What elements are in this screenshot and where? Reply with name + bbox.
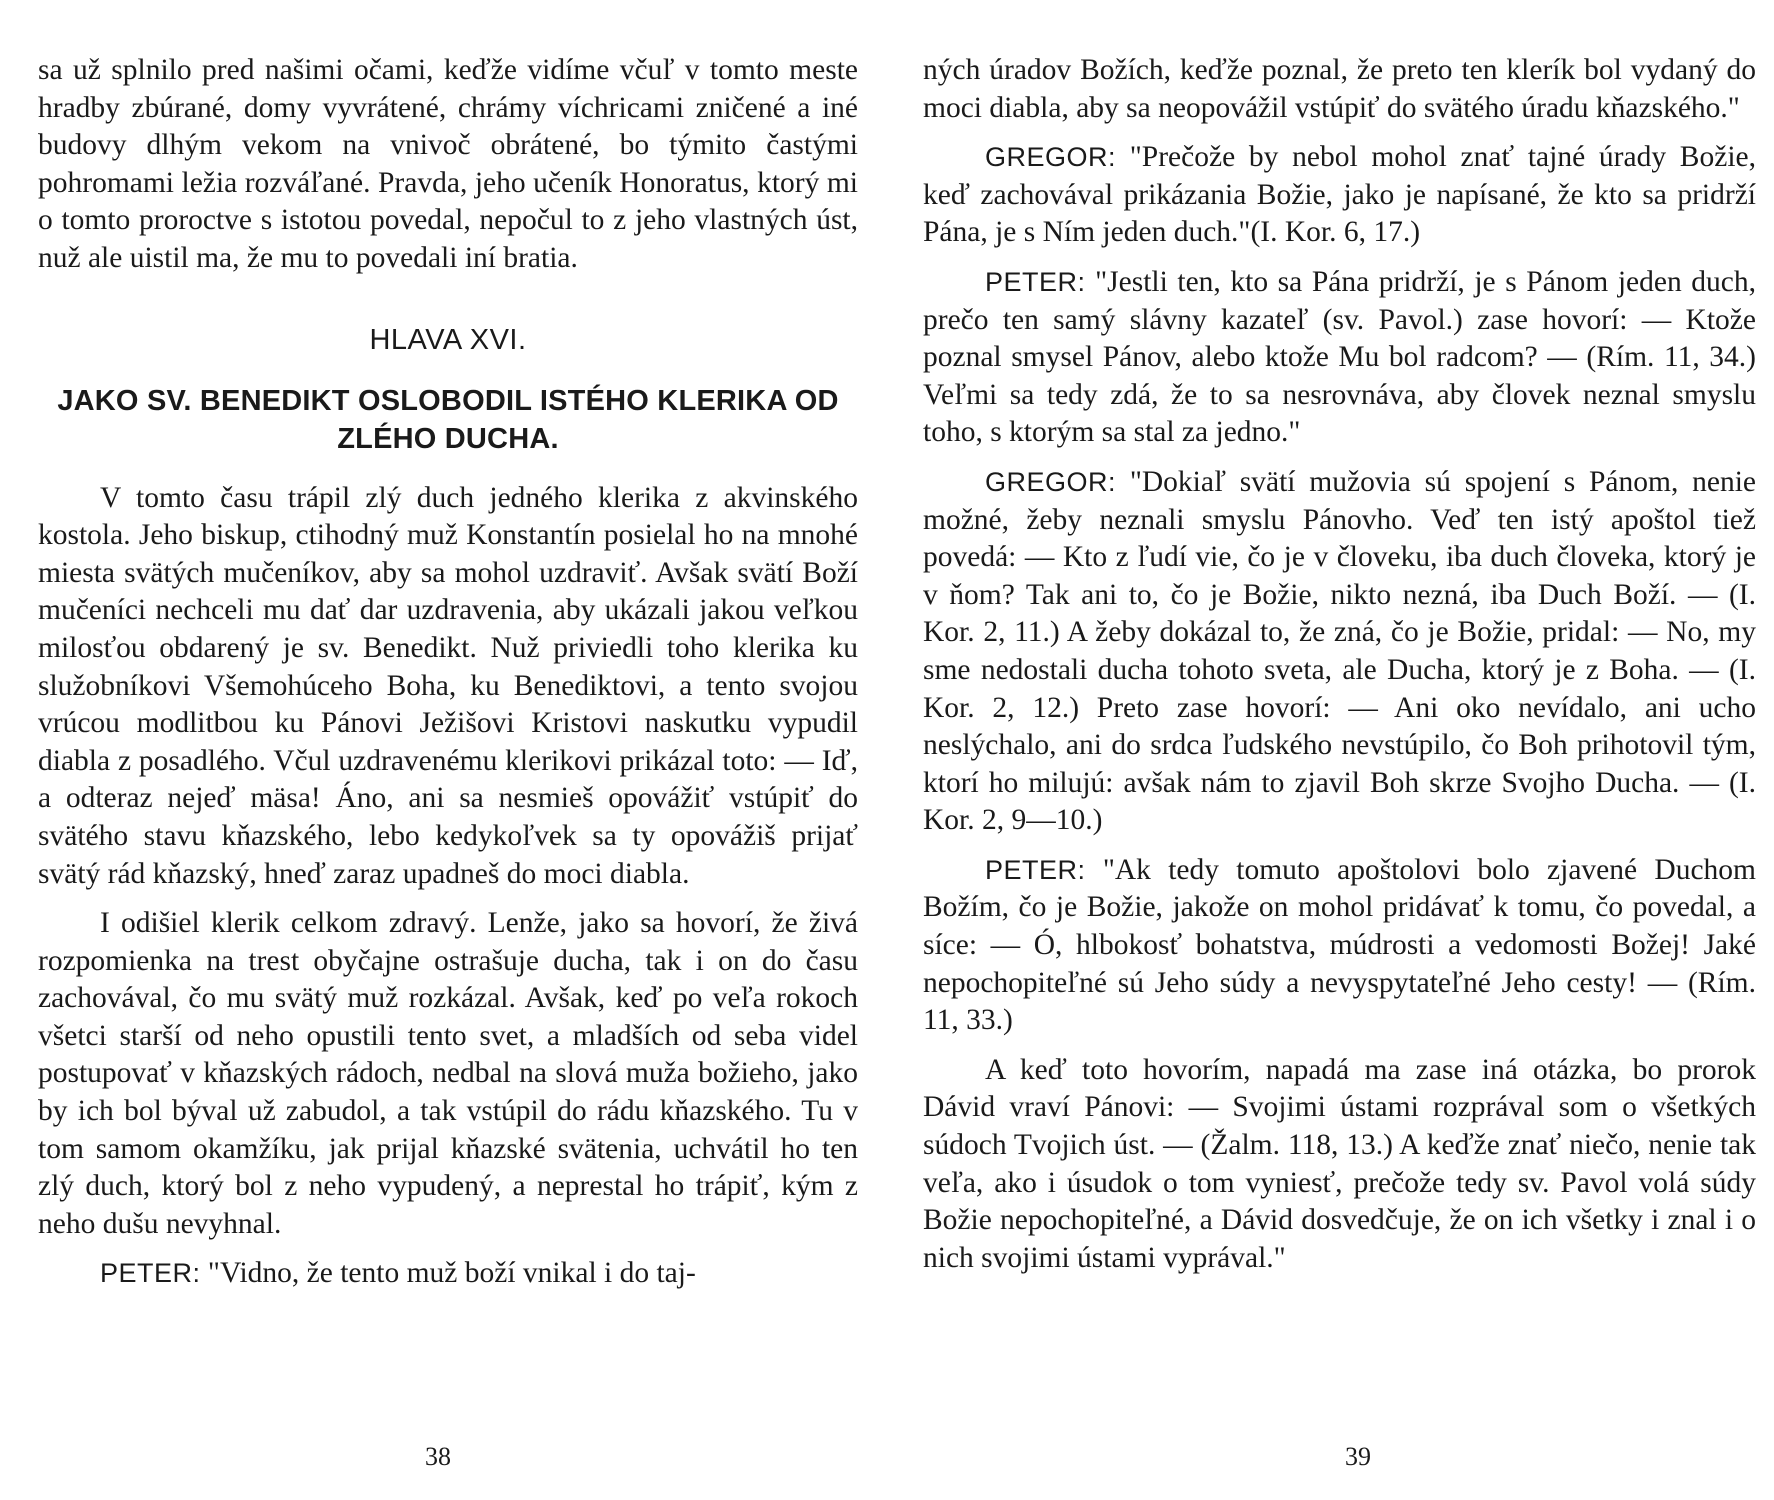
- right-paragraph-2: [923, 139, 1756, 252]
- speaker-label: GREGOR:: [985, 142, 1117, 173]
- speaker-label: GREGOR:: [985, 466, 1117, 497]
- page-number-left: 38: [425, 1442, 451, 1471]
- dialogue-text: "Prečože by nebol mohol znať tajné úrady Božie, keď zachovával prikázania Božie, jako je napísané, že kto sa pridrží Pána, je s Ním jeden duch."(I. Kor. 6, 17.): [923, 141, 1756, 249]
- right-paragraph-3: [923, 264, 1756, 452]
- right-page: [887, 0, 1774, 1500]
- speaker-label: PETER:: [985, 266, 1086, 297]
- left-paragraph-1: sa už splnilo pred našimi očami, keďže vidíme včuľ v tomto meste hradby zbúrané, domy vyvrátené, chrámy víchricami zničené a iné budovy dlhým vekom na vnivoč obrátené, bo týmito častými pohromami ležia rozváľané. Pravda, jeho učeník Honoratus, ktorý mi o tomto proroctve s istotou povedal, nepočul to z jeho vlastných úst, nuž ale uistil ma, že mu to povedali iní bratia.: [38, 54, 858, 274]
- right-paragraph-4: [923, 464, 1756, 840]
- speaker-label: PETER:: [985, 854, 1086, 885]
- chapter-title: JAKO SV. BENEDIKT OSLOBODIL ISTÉHO KLERIKA OD ZLÉHO DUCHA.: [57, 384, 839, 455]
- chapter-heading: HLAVA XVI.: [369, 323, 527, 356]
- left-paragraph-4: [38, 1255, 858, 1293]
- speaker-label: PETER:: [100, 1258, 201, 1289]
- page-number-right: 39: [1345, 1442, 1371, 1471]
- dialogue-text: "Jestli ten, kto sa Pána pridrží, je s Pánom jeden duch, prečo ten samý slávny kazateľ (sv. Pavol.) zase hovorí: — Ktože poznal smysel Pánov, alebo ktože Mu bol radcom? — (Rím. 11, 34.) Veľmi sa tedy zdá, že to sa nesrovnáva, aby človek neznal smyslu toho, s ktorým sa stal za jedno.": [923, 265, 1757, 449]
- dialogue-text: "Ak tedy tomuto apoštolovi bolo zjavené Duchom Božím, čo je Božie, jakože on mohol pridávať k tomu, čo povedal, a síce: — Ó, hlbokosť bohatstva, múdrosti a vedomosti Božej! Jaké nepochopiteľné sú Jeho súdy a nevyspytateľné Jeho cesty! — (Rím. 11, 33.): [923, 853, 1756, 1037]
- dialogue-text: "Vidno, že tento muž boží vnikal i do taj-: [207, 1257, 696, 1290]
- dialogue-text: "Dokiaľ svätí mužovia sú spojení s Pánom, nenie možné, žeby neznali smyslu Pánovho. Veď ten istý apoštol tiež povedá: — Kto z ľudí vie, čo je v človeku, iba duch človeka, ktorý je v ňom? Tak ani to, čo je Božie, nikto nezná, iba Duch Boží. — (I. Kor. 2, 11.) A žeby dokázal to, že zná, čo je Božie, pridal: — No, my sme nedostali ducha tohoto sveta, ale Ducha, ktorý je z Boha. — (I. Kor. 2, 12.) Preto zase hovorí: — Ani oko nevídalo, ani ucho neslýchalo, ani do srdca ľudského nevstúpilo, čo Boh prihotovil tým, ktorí ho milujú: avšak nám to zjavil Boh skrze Svojho Ducha. — (I. Kor. 2, 9—10.): [923, 465, 1757, 837]
- right-paragraph-6: A keď toto hovorím, napadá ma zase iná otázka, bo prorok Dávid vraví Pánovi: — Svojimi ústami rozprával som o všetkých súdoch Tvojich úst. — (Žalm. 118, 13.) A keďže znať niečo, nenie tak veľa, ako i úsudok o tom vyniesť, prečože tedy sv. Pavol volá súdy Božie nepochopiteľné, a Dávid dosvedčuje, že on ich všetky i znal i o nich svojimi ústami vyprával.": [923, 1053, 1756, 1274]
- left-paragraph-2: V tomto času trápil zlý duch jedného klerika z akvinského kostola. Jeho biskup, ctihodný muž Konstantín posielal ho na mnohé miesta svätých mučeníkov, aby sa mohol uzdraviť. Avšak svätí Boží mučeníci nechceli mu dať dar uzdravenia, aby ukázali jakou veľkou milosťou obdarený je sv. Benedikt. Nuž priviedli toho klerika ku služobníkovi Všemohúceho Boha, ku Benediktovi, a tento svojou vrúcou modlitbou ku Pánovi Ježišovi Kristovi naskutku vypudil diabla z posadlého. Včul uzdravenému klerikovi prikázal toto: — Iď, a odteraz nejeď mäsa! Áno, ani sa nesmieš opovážiť vstúpiť do svätého stavu kňazského, lebo kedykoľvek sa ty opovážiš prijať svätý rád kňazský, hneď zaraz upadneš do moci diabla.: [38, 481, 858, 890]
- right-paragraph-1: ných úradov Božích, keďže poznal, že preto ten klerík bol vydaný do moci diabla, aby sa neopovážil vstúpiť do svätého úradu kňazského.": [923, 54, 1756, 124]
- right-paragraph-5: [923, 852, 1756, 1040]
- left-paragraph-3: I odišiel klerik celkom zdravý. Lenže, jako sa hovorí, že živá rozpomienka na trest obyčajne ostrašuje ducha, tak i on do času zachovával, čo mu svätý muž rozkázal. Avšak, keď po veľa rokoch všetci starší od neho opustili tento svet, a mladších od seba videl postupovať v kňazských rádoch, nedbal na slová muža božieho, jako by ich bol býval už zabudol, a tak vstúpil do rádu kňazského. Tu v tom samom okamžíku, jak prijal kňazské svätenia, uchvátil ho ten zlý duch, ktorý bol z neho vypudený, a neprestal ho trápiť, kým z neho dušu nevyhnal.: [38, 907, 858, 1240]
